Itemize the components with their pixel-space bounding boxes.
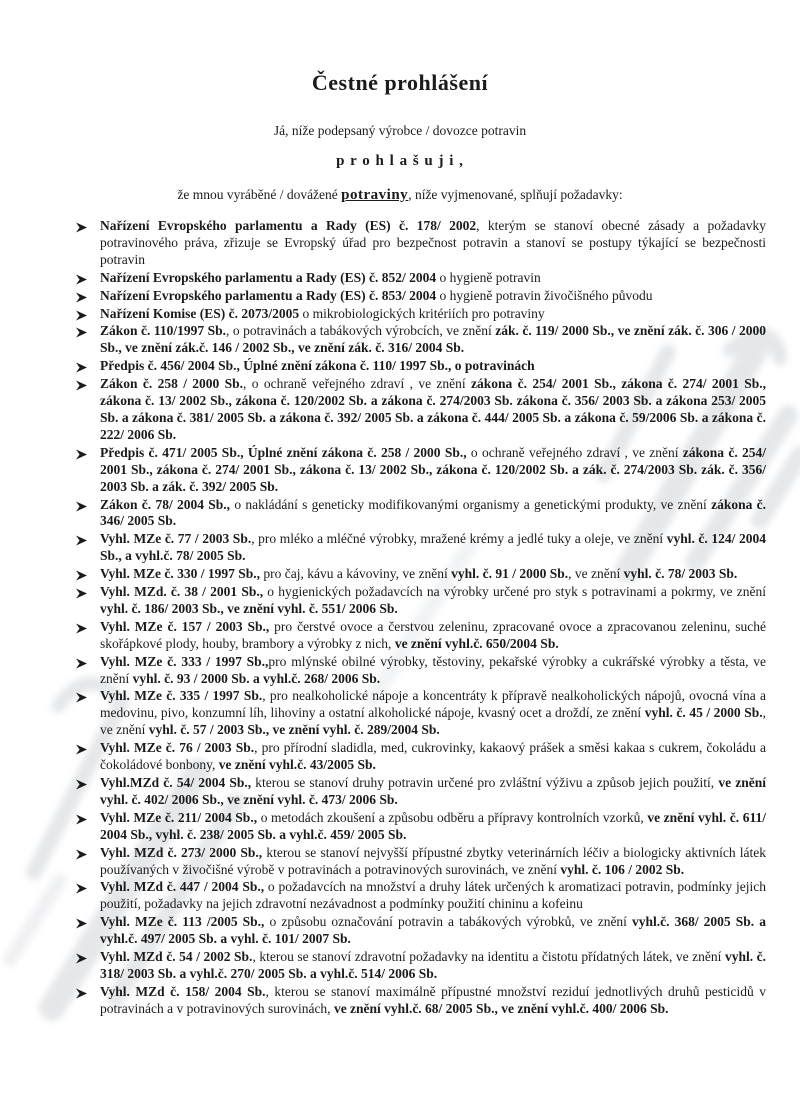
law-description: kterou se stanoví nejvyšší přípustné zbytky veterinárních léčiv a biologicky aktivních látek používaných v živočišné výrobě v potravinách a potravinových surovinách, ve znění (100, 844, 766, 877)
bullet-arrowhead-icon (75, 569, 88, 580)
law-reference: ve znění vyhl. č. 402/ 2006 Sb., ve znění vyhl. č. 473/ 2006 Sb. (100, 775, 766, 807)
intro-line-3-pre: že mnou vyráběné / dovážené (177, 187, 342, 202)
law-reference: Vyhl. MZe č. 330 / 1997 Sb., (100, 566, 261, 582)
bullet-arrowhead-icon (75, 622, 88, 633)
law-reference: vyhl. č. 124/ 2004 Sb., a vyhl.č. 78/ 2005 Sb. (100, 531, 766, 564)
law-description: o nakládání s geneticky modifikovanými organismy a genetickými produkty, ve znění (230, 496, 712, 512)
bullet-arrowhead-icon (75, 952, 88, 963)
law-reference: vyhl. č. 106 / 2002 Sb. (560, 861, 685, 877)
list-item (100, 879, 766, 913)
list-item (100, 270, 766, 287)
law-description: , ve znění (100, 705, 766, 738)
intro-line-3-emphasized-word: potraviny (341, 187, 409, 203)
law-reference: vyhl. č. 91 / 2000 Sb. (451, 566, 569, 582)
law-description: o hygienických požadavcích na výrobky určené pro styk s potravinami a pokrmy, ve znění (263, 584, 766, 600)
law-description: , pro nealkoholické nápoje a koncentráty k přípravě nealkoholických nápojů, ovocná vína a medovinu, pivo, konzumní líh, lihoviny a ostatní alkoholické nápoje, kvasný ocet a droždí, ze znění (100, 688, 766, 721)
list-item (100, 323, 766, 357)
law-description: , o potravinách a tabákových výrobcích, ve znění (225, 323, 496, 339)
law-reference: Vyhl. MZd. č. 38 / 2001 Sb., (100, 584, 264, 600)
bullet-arrowhead-icon (75, 987, 88, 998)
law-reference: vyhl. č. 45 / 2000 Sb. (644, 705, 763, 721)
law-reference: ve znění vyhl. č. 611/ 2004 Sb., vyhl. č. 238/ 2005 Sb. a vyhl.č. 459/ 2005 Sb. (100, 809, 766, 842)
bullet-arrowhead-icon (75, 778, 88, 789)
intro-line-3 (34, 186, 766, 204)
law-reference: vyhl. č. 186/ 2003 Sb., ve znění vyhl. č. 551/ 2006 Sb. (100, 600, 398, 616)
bullet-arrowhead-icon (75, 309, 88, 320)
law-description: o ochraně veřejného zdraví , ve znění (466, 444, 683, 460)
bullet-arrowhead-icon (75, 326, 88, 337)
law-reference: Zákon č. 78/ 2004 Sb., (100, 496, 231, 512)
law-reference: Předpis č. 456/ 2004 Sb., Úplné znění zákona č. 110/ 1997 Sb., o potravinách (100, 358, 535, 374)
law-description: , kterou se stanoví maximálně přípustné množství reziduí jednotlivých druhů pesticidů v potravinách a v potravinových surovinách, (100, 983, 766, 1016)
bullet-arrowhead-icon (75, 534, 88, 545)
list-item (100, 376, 766, 444)
bullet-arrowhead-icon (75, 691, 88, 702)
law-description: o hygieně potravin (436, 269, 541, 285)
law-reference: Vyhl. MZd č. 158/ 2004 Sb. (100, 983, 266, 999)
law-reference: ve znění vyhl.č. 68/ 2005 Sb., ve znění vyhl.č. 400/ 2006 Sb. (333, 1000, 669, 1016)
list-item (100, 845, 766, 879)
list-item (100, 688, 766, 739)
intro-line-2-declare: p r o h l a š u j i , (336, 153, 464, 169)
law-reference: zákona č. 254/ 2001 Sb., zákona č. 274/ 2001 Sb., zákona č. 13/ 2002 Sb., zákona č. 120/2002 Sb. a zák. č. 274/2003 Sb. zák. č. 356/ 2003 Sb. a zák. č. 392/ 2005 Sb. (100, 444, 766, 494)
law-reference: Vyhl. MZe č. 113 /2005 Sb., (100, 914, 265, 930)
bullet-arrowhead-icon (75, 500, 88, 511)
list-item (100, 949, 766, 983)
intro-line-1: Já, níže podepsaný výrobce / dovozce potravin (273, 123, 527, 138)
bullet-arrowhead-icon (75, 882, 88, 893)
law-description: , pro mléko a mléčné výrobky, mražené krémy a jedlé tuky a oleje, ve znění (251, 531, 667, 547)
law-reference: Zákon č. 110/1997 Sb. (100, 323, 226, 339)
law-description: , kterou se stanoví zdravotní požadavky na identitu a čistotu přídatných látek, ve znění (252, 949, 725, 965)
law-reference: ve znění vyhl.č. 43/2005 Sb. (218, 757, 376, 773)
list-item (100, 619, 766, 653)
list-item (100, 531, 766, 565)
list-item (100, 775, 766, 809)
bullet-arrowhead-icon (75, 848, 88, 859)
law-description: o požadavcích na množství a druhy látek určených k aromatizaci potravin, podmínky jejich použití, požadavky na jejich zdravotní nezávadnost a podmínky použití chininu a kofeinu (100, 879, 766, 912)
law-description: pro mlýnské obilné výrobky, těstoviny, pekařské výrobky a cukrářské výrobky a těsta, ve znění (100, 653, 766, 686)
list-item (100, 584, 766, 618)
law-description: o způsobu označování potravin a tabákových výrobků, ve znění (264, 914, 633, 930)
list-item (100, 810, 766, 844)
bullet-arrowhead-icon (75, 743, 88, 754)
law-reference: Nařízení Evropského parlamentu a Rady (ES) č. 853/ 2004 (100, 287, 437, 303)
law-description: kterou se stanoví druhy potravin určené pro zvláštní výživu a způsob jejich použití, (251, 775, 719, 790)
law-reference: Vyhl. MZe č. 333 / 1997 Sb., (100, 653, 269, 669)
law-reference: vyhl. č. 78/ 2003 Sb. (623, 566, 738, 582)
bullet-arrowhead-icon (75, 917, 88, 928)
law-reference: Vyhl. MZe č. 335 / 1997 Sb. (100, 688, 263, 704)
law-description: o mikrobiologických kritériích pro potraviny (299, 305, 545, 321)
law-description: pro čaj, kávu a kávoviny, ve znění (260, 566, 452, 582)
bullet-arrowhead-icon (75, 291, 88, 302)
law-reference: vyhl.č. 368/ 2005 Sb. a vyhl.č. 497/ 2005 Sb. a vyhl. č. 101/ 2007 Sb. (100, 914, 766, 947)
law-description: o metodách zkoušení a způsobu odběru a přípravy kontrolních vzorků, (257, 809, 648, 825)
law-reference: Vyhl. MZe č. 157 / 2003 Sb., (100, 618, 270, 634)
law-reference: Nařízení Evropského parlamentu a Rady (ES) č. 852/ 2004 (100, 269, 437, 285)
list-item (100, 566, 766, 583)
law-reference: Vyhl. MZe č. 77 / 2003 Sb. (100, 531, 252, 547)
bullet-arrowhead-icon (75, 587, 88, 598)
law-description: , kterým se stanoví obecné zásady a požadavky potravinového práva, zřizuje se Evropský úřad pro bezpečnost potravin a stanoví se postupy týkající se bezpečnosti potravin (100, 218, 767, 267)
document-title: Čestné prohlášení (311, 70, 489, 95)
law-reference: Zákon č. 258 / 2000 Sb. (100, 376, 244, 392)
law-reference: zák. č. 119/ 2000 Sb., ve znění zák. č. 306 / 2000 Sb., ve znění zák.č. 146 / 2002 Sb., ve znění zák. č. 316/ 2004 Sb. (100, 323, 766, 356)
law-reference: Nařízení Evropského parlamentu a Rady (ES) č. 178/ 2002 (100, 218, 477, 233)
list-item (100, 497, 766, 531)
list-item (100, 288, 766, 305)
list-item (100, 218, 766, 269)
regulation-list (100, 218, 766, 1018)
law-reference: zákona č. 346/ 2005 Sb. (100, 496, 767, 529)
law-reference: Vyhl. MZd č. 54 / 2002 Sb. (100, 949, 253, 965)
list-item (100, 306, 766, 323)
law-reference: zákona č. 254/ 2001 Sb., zákona č. 274/ 2001 Sb., zákona č. 13/ 2002 Sb., zákona č. 120/2002 Sb. a zákona č. 274/2003 Sb. zákona č. 356/ 2003 Sb. a zákona 253/ 2005 Sb. a zákona č. 381/ 2005 Sb. a zákona č. 392/ 2005 Sb. a zákona č. 444/ 2005 Sb. a zákona č. 59/2006 Sb. a zákona č. 222/ 2006 Sb. (100, 376, 766, 442)
list-item (100, 358, 766, 375)
law-reference: Vyhl. MZd č. 447 / 2004 Sb., (100, 879, 265, 895)
law-reference: vyhl. č. 318/ 2003 Sb. a vyhl.č. 270/ 2005 Sb. a vyhl.č. 514/ 2006 Sb. (100, 949, 766, 981)
bullet-arrowhead-icon (75, 221, 88, 232)
bullet-arrowhead-icon (75, 448, 88, 459)
list-item (100, 654, 766, 688)
law-reference: vyhl. č. 93 / 2000 Sb. a vyhl.č. 268/ 2006 Sb. (132, 670, 381, 686)
law-description: , pro přírodní sladidla, med, cukrovinky, kakaový prášek a směsi kakaa s cukrem, čokoládu a čokoládové bonbony, (100, 740, 766, 773)
list-item (100, 445, 766, 496)
law-description: , ve znění (568, 566, 624, 582)
law-reference: Vyhl. MZd č. 273/ 2000 Sb., (100, 844, 263, 860)
list-item (100, 984, 766, 1018)
law-reference: vyhl. č. 57 / 2003 Sb., ve znění vyhl. č. 289/2004 Sb. (148, 722, 440, 738)
law-reference: Vyhl. MZe č. 211/ 2004 Sb., (100, 809, 258, 825)
intro-line-3-post: , níže vyjmenované, splňují požadavky: (408, 187, 623, 202)
law-reference: ve znění vyhl.č. 650/2004 Sb. (394, 635, 559, 651)
law-description: pro čerstvé ovoce a čerstvou zeleninu, zpracované ovoce a zpracovanou zeleninu, suché skořápkové plody, houby, brambory a výrobky z nich, (100, 618, 766, 651)
bullet-arrowhead-icon (75, 657, 88, 668)
list-item (100, 914, 766, 948)
bullet-arrowhead-icon (75, 379, 88, 390)
law-reference: Předpis č. 471/ 2005 Sb., Úplné znění zákona č. 258 / 2000 Sb., (100, 444, 467, 460)
list-item (100, 740, 766, 774)
bullet-arrowhead-icon (75, 361, 88, 372)
law-reference: Vyhl. MZe č. 76 / 2003 Sb. (100, 740, 255, 756)
law-reference: Vyhl.MZd č. 54/ 2004 Sb., (100, 775, 252, 790)
law-description: , o ochraně veřejného zdraví , ve znění (243, 376, 472, 392)
bullet-arrowhead-icon (75, 813, 88, 824)
law-description: o hygieně potravin živočišného původu (436, 287, 653, 303)
law-reference: Nařízení Komise (ES) č. 2073/2005 (100, 305, 300, 321)
bullet-arrowhead-icon (75, 273, 88, 284)
